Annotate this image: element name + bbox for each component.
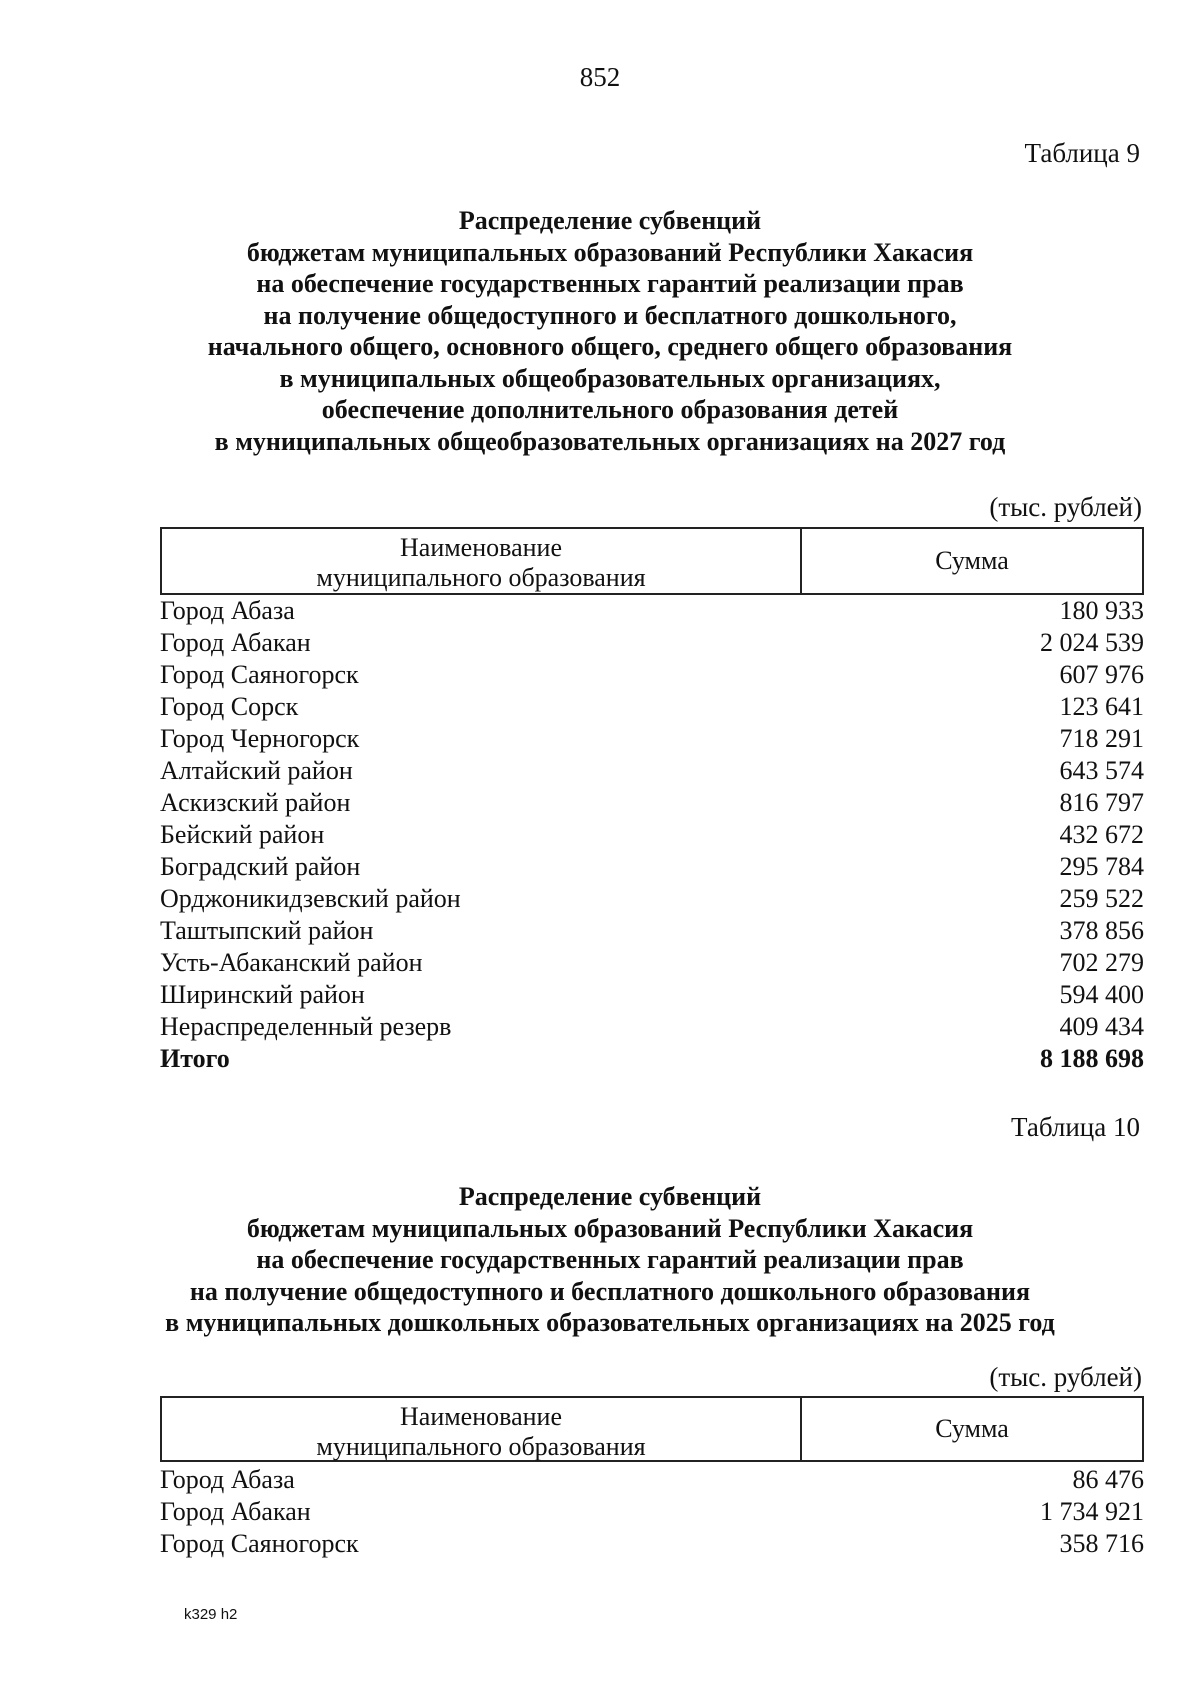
row-value: 1 734 921	[1040, 1497, 1144, 1526]
table-row	[160, 883, 1144, 915]
total-label: Итого	[160, 1044, 230, 1073]
row-name: Город Абакан	[160, 1497, 311, 1526]
header-name-line2: муниципального образования	[316, 1432, 646, 1461]
row-value: 816 797	[1059, 788, 1144, 817]
row-name: Ширинский район	[160, 980, 365, 1009]
header-name-cell	[162, 1398, 802, 1460]
title-line: в муниципальных общеобразовательных организациях на 2027 год	[214, 426, 1006, 456]
title-line: обеспечение дополнительного образования детей	[321, 395, 899, 424]
row-value: 86 476	[1072, 1465, 1144, 1494]
row-name: Орджоникидзевский район	[160, 884, 461, 913]
table-row	[160, 1528, 1144, 1560]
row-value: 409 434	[1059, 1012, 1144, 1041]
table-9-units: (тыс. рублей)	[989, 492, 1142, 522]
table-row	[160, 691, 1144, 723]
table-row	[160, 723, 1144, 755]
row-name: Город Сорск	[160, 692, 299, 721]
table-10-units: (тыс. рублей)	[989, 1362, 1142, 1392]
title-line: начального общего, основного общего, среднего общего образования	[207, 332, 1013, 361]
row-name: Алтайский район	[160, 756, 353, 785]
row-value: 358 716	[1059, 1529, 1144, 1558]
row-value: 702 279	[1059, 948, 1144, 977]
row-value: 2 024 539	[1040, 628, 1144, 657]
title-line: на обеспечение государственных гарантий реализации прав	[256, 269, 964, 298]
table-9-title	[160, 205, 1060, 457]
table-10-header	[160, 1396, 1144, 1462]
row-name: Город Саяногорск	[160, 660, 359, 689]
header-name-line2: муниципального образования	[316, 563, 646, 592]
table-row	[160, 627, 1144, 659]
table-row	[160, 659, 1144, 691]
table-9-body	[160, 595, 1144, 1075]
header-sum-cell: Сумма	[935, 1414, 1009, 1443]
row-value: 378 856	[1059, 916, 1144, 945]
title-line: бюджетам муниципальных образований Республики Хакасия	[246, 237, 974, 267]
page-number: 852	[579, 62, 621, 92]
row-name: Нераспределенный резерв	[160, 1012, 452, 1041]
row-value: 607 976	[1059, 660, 1144, 689]
title-line: на получение общедоступного и бесплатного дошкольного,	[263, 300, 957, 330]
row-value: 643 574	[1059, 756, 1144, 785]
table-row	[160, 787, 1144, 819]
title-line: в муниципальных дошкольных образовательных организациях на 2025 год	[165, 1308, 1055, 1337]
row-value: 259 522	[1059, 884, 1144, 913]
title-line: Распределение субвенций	[458, 206, 762, 235]
table-row	[160, 595, 1144, 627]
total-row	[160, 1043, 1144, 1075]
row-name: Город Абаза	[160, 1465, 295, 1494]
title-line: бюджетам муниципальных образований Республики Хакасия	[246, 1213, 974, 1243]
title-line: на получение общедоступного и бесплатного дошкольного образования	[189, 1276, 1031, 1306]
title-line: в муниципальных общеобразовательных организациях,	[279, 363, 941, 393]
table-row	[160, 819, 1144, 851]
title-line: Распределение субвенций	[458, 1182, 762, 1211]
table-row	[160, 1496, 1144, 1528]
header-name-line1: Наименование	[400, 533, 562, 562]
table-row	[160, 979, 1144, 1011]
row-value: 718 291	[1059, 724, 1144, 753]
table-9-header	[160, 527, 1144, 595]
row-name: Боградский район	[160, 852, 361, 881]
table-row	[160, 915, 1144, 947]
header-sum-cell: Сумма	[935, 546, 1009, 575]
row-name: Аскизский район	[160, 788, 351, 817]
table-row	[160, 851, 1144, 883]
title-line: на обеспечение государственных гарантий реализации прав	[256, 1245, 964, 1274]
row-name: Бейский район	[160, 820, 325, 849]
row-name: Город Абаза	[160, 596, 295, 625]
row-name: Усть-Абаканский район	[160, 948, 423, 977]
row-name: Город Саяногорск	[160, 1529, 359, 1558]
row-name: Город Абакан	[160, 628, 311, 657]
header-name-line1: Наименование	[400, 1402, 562, 1431]
row-value: 594 400	[1059, 980, 1144, 1009]
row-name: Город Черногорск	[160, 724, 360, 753]
total-value: 8 188 698	[1040, 1044, 1144, 1073]
row-value: 432 672	[1059, 820, 1144, 849]
table-row	[160, 755, 1144, 787]
table-10-title	[160, 1181, 1060, 1339]
table-row	[160, 947, 1144, 979]
row-value: 295 784	[1059, 852, 1144, 881]
header-name-cell	[162, 529, 802, 593]
table-row	[160, 1011, 1144, 1043]
row-value: 123 641	[1059, 692, 1144, 721]
table-row	[160, 1464, 1144, 1496]
row-name: Таштыпский район	[160, 916, 374, 945]
footer-code: k329 h2	[184, 1606, 238, 1623]
table-9-label: Таблица 9	[1024, 138, 1140, 168]
row-value: 180 933	[1059, 596, 1144, 625]
table-10-body	[160, 1464, 1144, 1560]
table-10-label: Таблица 10	[1011, 1112, 1140, 1142]
